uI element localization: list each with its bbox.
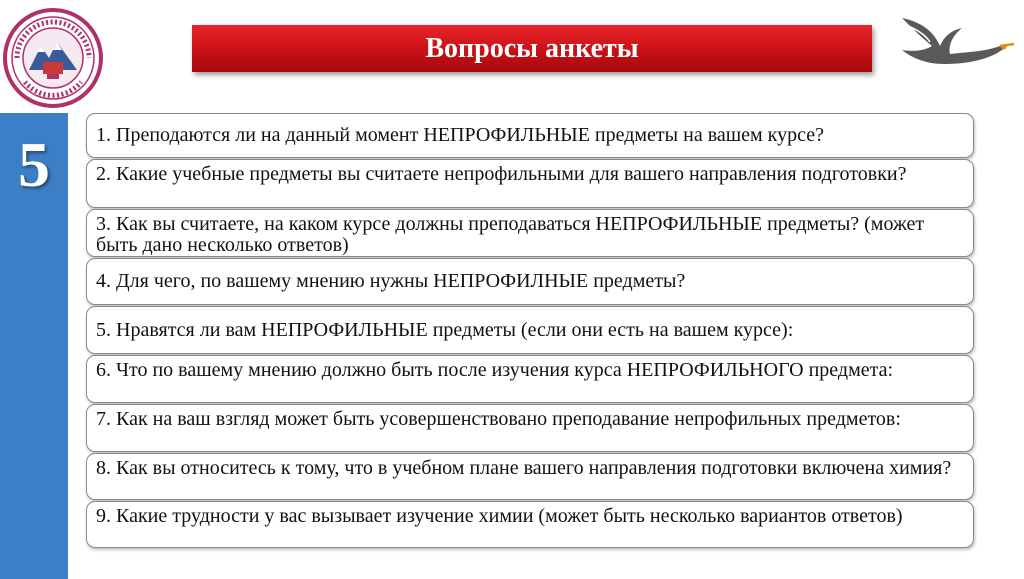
page-title-text: Вопросы анкеты [425,32,639,64]
question-item: 4. Для чего, по вашему мнению нужны НЕПРОФИЛНЫЕ предметы? [86,258,974,305]
question-item: 6. Что по вашему мнению должно быть после изучения курса НЕПРОФИЛЬНОГО предмета: [86,355,974,403]
page-title [192,25,872,72]
question-item: 7. Как на ваш взгляд может быть усовершенствовано преподавание непрофильных предметов: [86,404,974,452]
slide-number: 5 [18,129,50,200]
question-item: 1. Преподаются ли на данный момент НЕПРОФИЛЬНЫЕ предметы на вашем курсе? [86,113,974,158]
question-item: 3. Как вы считаете, на каком курсе должны преподаваться НЕПРОФИЛЬНЫЕ предметы? (может быть дано несколько ответов) [86,209,974,257]
question-item: 9. Какие трудности у вас вызывает изучение химии (может быть несколько вариантов ответов) [86,501,974,548]
question-item: 5. Нравятся ли вам НЕПРОФИЛЬНЫЕ предметы (если они есть на вашем курсе): [86,306,974,354]
bird-logo-icon [896,14,1016,76]
question-item: 2. Какие учебные предметы вы считаете непрофильными для вашего направления подготовки? [86,159,974,208]
university-seal-icon [3,4,103,112]
question-item: 8. Как вы относитесь к тому, что в учебном плане вашего направления подготовки включена химия? [86,453,974,500]
